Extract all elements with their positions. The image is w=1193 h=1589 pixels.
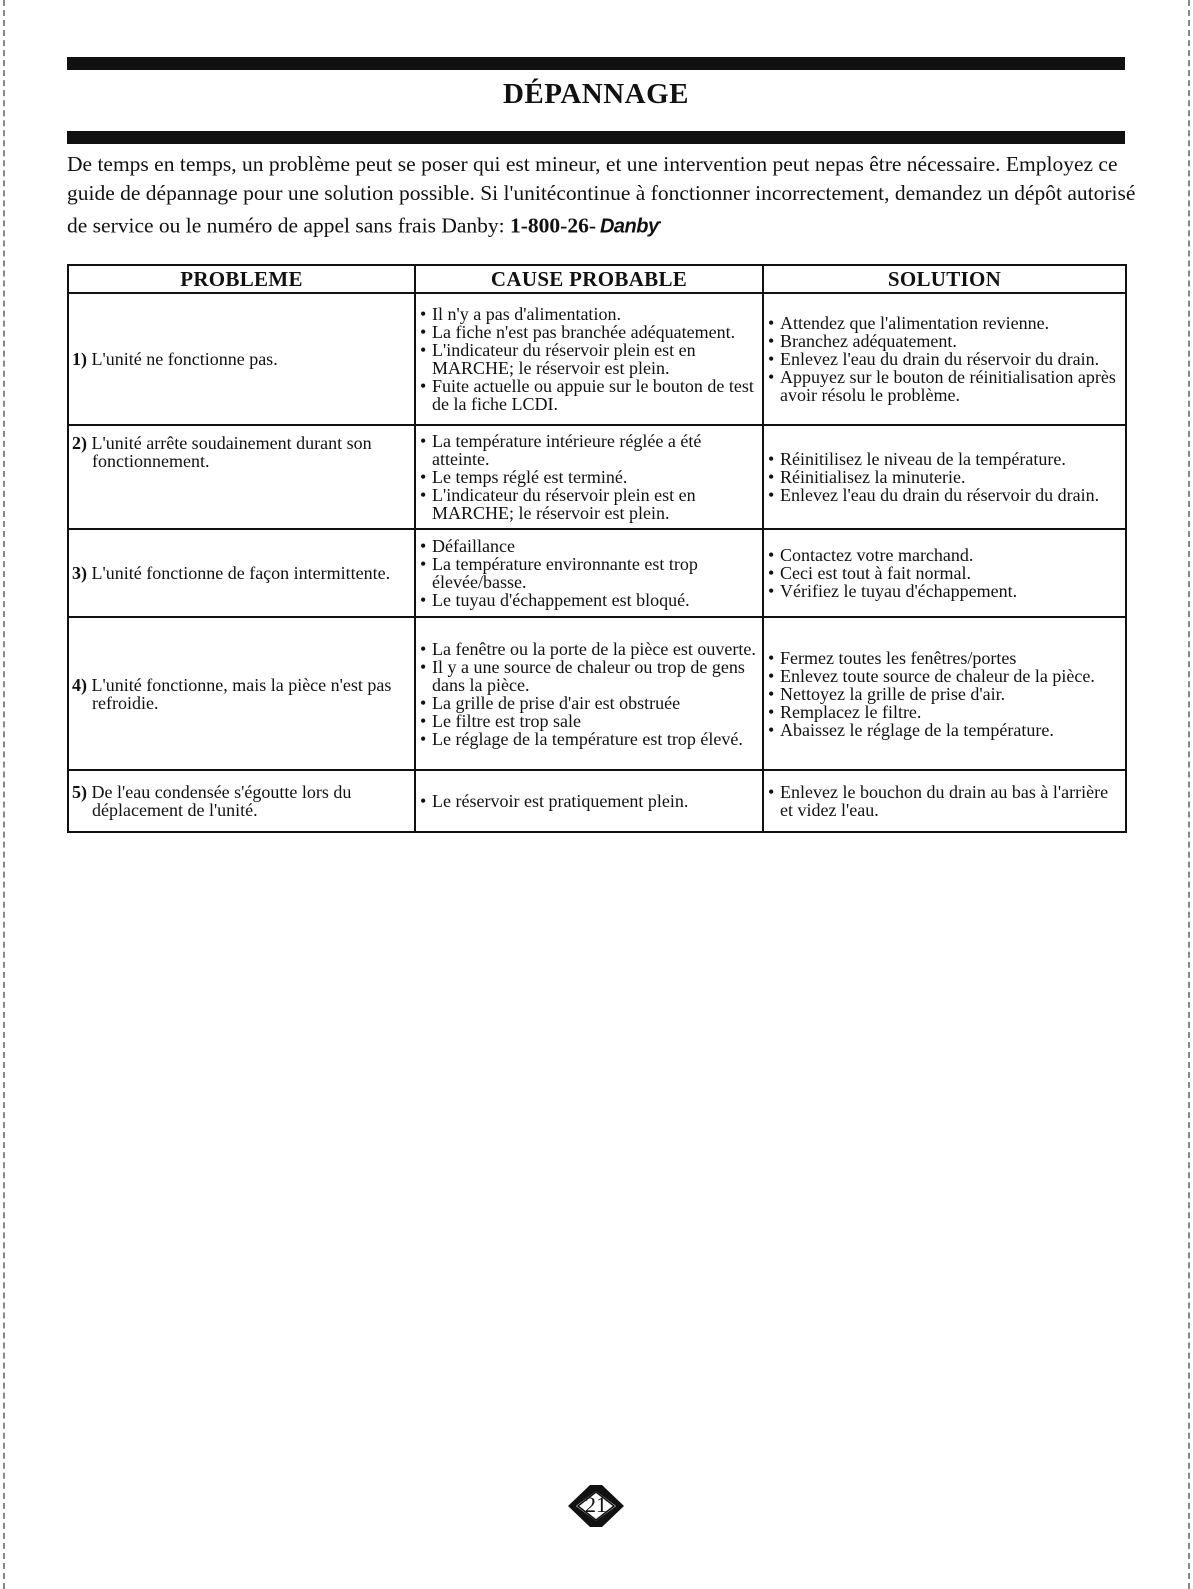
intro-paragraph [67,150,1147,242]
danby-logo-text: Danby [599,215,659,238]
solution-cell [763,293,1126,425]
list-item: • Le réservoir est pratiquement plein. [419,792,759,810]
list-item: • Appuyez sur le bouton de réinitialisation après avoir résolu le problème. [767,368,1122,404]
problem-number: 2) [72,433,87,453]
list-item: • Ceci est tout à fait normal. [767,564,1122,582]
troubleshooting-table [67,264,1127,833]
list-item: • Fuite actuelle ou appuie sur le bouton de test de la fiche LCDI. [419,377,759,413]
header-rule-top [67,57,1125,70]
list-item: • Remplacez le filtre. [767,703,1122,721]
cause-cell [415,425,763,529]
list-item: • Attendez que l'alimentation revienne. [767,314,1122,332]
solution-cell [763,425,1126,529]
cause-cell [415,770,763,832]
table-row [68,293,1126,425]
problem-text: L'unité arrête soudainement durant son fonctionnement. [91,433,372,471]
phone-number: 1-800-26- [510,213,596,238]
header-problem: PROBLEME [68,265,415,293]
list-item: • L'indicateur du réservoir plein est en MARCHE; le réservoir est plein. [419,486,759,522]
list-item: • Le tuyau d'échappement est bloqué. [419,591,759,609]
list-item: • Le filtre est trop sale [419,712,759,730]
list-item: • La température environnante est trop élevée/basse. [419,555,759,591]
list-item: • L'indicateur du réservoir plein est en MARCHE; le réservoir est plein. [419,341,759,377]
problem-number: 1) [72,349,87,369]
cause-cell [415,617,763,770]
table-row [68,425,1126,529]
page-edge-right [1188,0,1190,1589]
list-item: • Branchez adéquatement. [767,332,1122,350]
table-row [68,529,1126,617]
header-rule-bottom [67,131,1125,144]
list-item: • Il n'y a pas d'alimentation. [419,305,759,323]
list-item: • Réinitialisez la minuterie. [767,468,1122,486]
problem-number: 3) [72,563,87,583]
problem-cell [68,425,415,529]
list-item: • Le réglage de la température est trop élevé. [419,730,759,748]
list-item: • La température intérieure réglée a été atteinte. [419,432,759,468]
problem-cell [68,617,415,770]
problem-number: 5) [72,782,87,802]
header-cause: CAUSE PROBABLE [415,265,763,293]
list-item: • Réinitilisez le niveau de la température. [767,450,1122,468]
list-item: • La grille de prise d'air est obstruée [419,694,759,712]
problem-number: 4) [72,674,87,695]
problem-text: De l'eau condensée s'égoutte lors du déplacement de l'unité. [91,782,352,820]
problem-text: L'unité fonctionne, mais la pièce n'est pas refroidie. [91,674,392,713]
solution-cell [763,529,1126,617]
problem-cell [68,529,415,617]
list-item: • La fenêtre ou la porte de la pièce est ouverte. [419,640,759,658]
list-item: • Abaissez le réglage de la température. [767,721,1122,739]
page-title: DÉPANNAGE [502,78,690,110]
solution-cell [763,617,1126,770]
table-header-row [68,265,1126,293]
list-item: • Enlevez le bouchon du drain au bas à l'arrière et videz l'eau. [767,783,1122,819]
list-item: • Le temps réglé est terminé. [419,468,759,486]
page-number: 21 [585,1492,607,1517]
page-number-badge [560,1483,632,1529]
table-row [68,617,1126,770]
intro-text: De temps en temps, un problème peut se poser qui est mineur, et une intervention peut nepas être nécessaire. Employez ce guide de dépannage pour une solution possible. Si l'unitécontinue à fonctionner incorrectement, demandez un dépôt autorisé de service ou le numéro de appel sans frais Danby: [67,152,1136,238]
list-item: • Vérifiez le tuyau d'échappement. [767,582,1122,600]
list-item: • Enlevez l'eau du drain du réservoir du drain. [767,486,1122,504]
problem-text: L'unité fonctionne de façon intermittente. [91,563,391,583]
problem-cell [68,770,415,832]
logo-mark-icon: • [658,218,661,227]
problem-text: L'unité ne fonctionne pas. [91,349,278,369]
list-item: • Défaillance [419,537,759,555]
header-solution: SOLUTION [763,265,1126,293]
cause-cell [415,293,763,425]
danby-logo [600,208,661,242]
solution-cell [763,770,1126,832]
list-item: • Fermez toutes les fenêtres/portes [767,649,1122,667]
list-item: • Nettoyez la grille de prise d'air. [767,685,1122,703]
cause-cell [415,529,763,617]
page-edge-left [3,0,5,1589]
list-item: • Il y a une source de chaleur ou trop de gens dans la pièce. [419,658,759,694]
list-item: • Enlevez l'eau du drain du réservoir du drain. [767,350,1122,368]
list-item: • La fiche n'est pas branchée adéquatement. [419,323,759,341]
list-item: • Contactez votre marchand. [767,546,1122,564]
table-row [68,770,1126,832]
problem-cell [68,293,415,425]
list-item: • Enlevez toute source de chaleur de la pièce. [767,667,1122,685]
